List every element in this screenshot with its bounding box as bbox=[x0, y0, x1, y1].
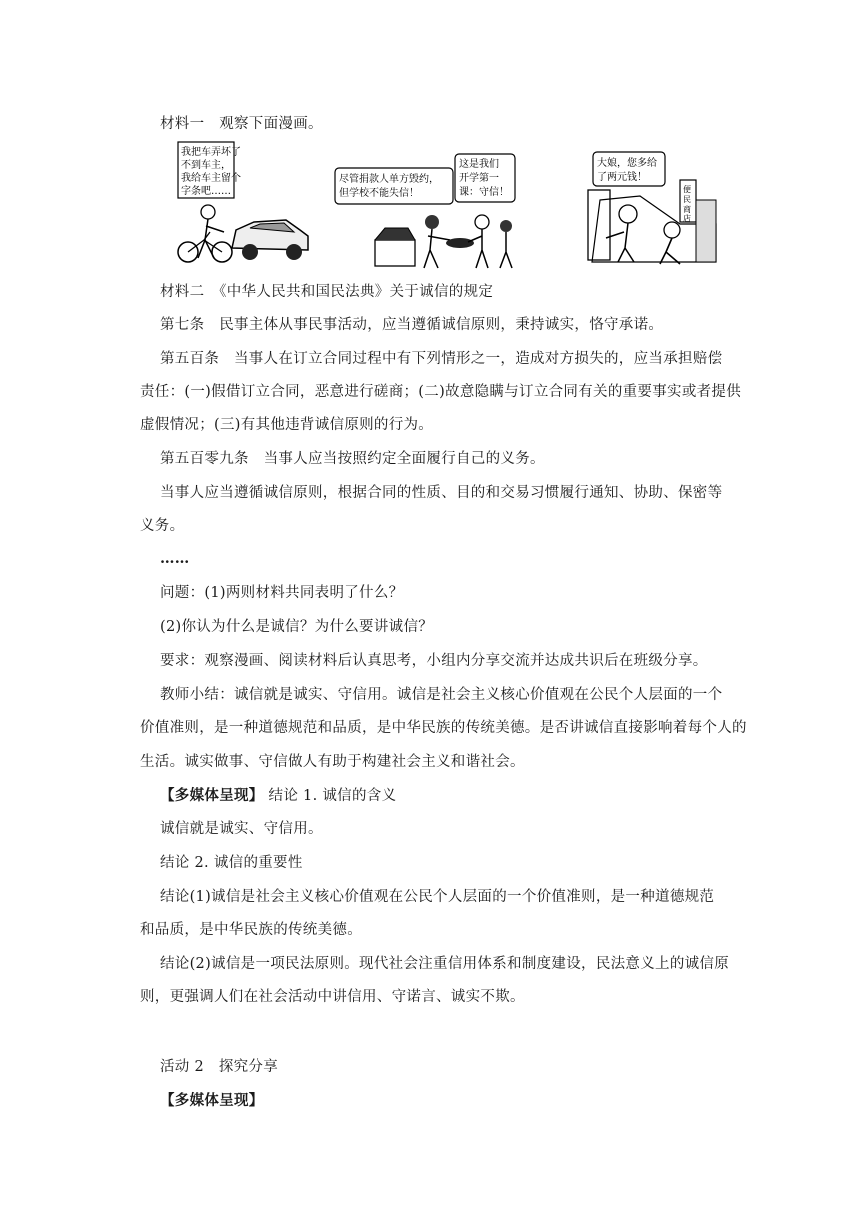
conclusion-1-title: 结论 1. 诚信的含义 bbox=[268, 788, 397, 804]
cartoon3-shop-sign-4: 店 bbox=[683, 214, 691, 223]
multimedia-label-2: 【多媒体呈现】 bbox=[160, 1092, 264, 1109]
cartoon3-shop-sign-2: 民 bbox=[683, 195, 691, 204]
summary-line-1: 教师小结：诚信就是诚实、守信用。诚信是社会主义核心价值观在公民个人层面的一个 bbox=[160, 687, 723, 703]
cartoon1-speech-line-1: 我把车弄坏了 bbox=[181, 147, 241, 158]
conclusion-1-body: 诚信就是诚实、守信用。 bbox=[160, 821, 323, 837]
article-509-line-1: 第五百零九条 当事人应当按照约定全面履行自己的义务。 bbox=[160, 451, 545, 467]
cartoon2-speech-b-line-2: 开学第一 bbox=[459, 173, 499, 184]
article-509-line-2: 当事人应当遵循诚信原则，根据合同的性质、目的和交易习惯履行通知、协助、保密等 bbox=[160, 485, 723, 501]
cartoon2-speech-b-line-1: 这是我们 bbox=[459, 159, 499, 170]
multimedia-label: 【多媒体呈现】 bbox=[160, 787, 264, 804]
article-7: 第七条 民事主体从事民事活动，应当遵循诚信原则，秉持诚实，恪守承诺。 bbox=[160, 317, 664, 333]
cartoon3-shop-sign-3: 商 bbox=[683, 205, 691, 214]
cartoon-shop-change bbox=[588, 152, 716, 264]
conclusion-2-2-line-1: 结论(2)诚信是一项民法原则。现代社会注重信用体系和制度建设，民法意义上的诚信原 bbox=[160, 956, 730, 972]
conclusion-2-1-line-2: 和品质，是中华民族的传统美德。 bbox=[140, 922, 362, 938]
cartoon1-speech-line-2: 不到车主， bbox=[181, 160, 231, 171]
summary-line-2: 价值准则，是一种道德规范和品质，是中华民族的传统美德。是否讲诚信直接影响着每个人的 bbox=[140, 720, 747, 736]
material1-title: 材料一 观察下面漫画。 bbox=[160, 116, 323, 132]
summary-line-3: 生活。诚实做事、守信做人有助于构建社会主义和谐社会。 bbox=[140, 754, 525, 770]
conclusion-2-1-line-1: 结论(1)诚信是社会主义核心价值观在公民个人层面的一个价值准则，是一种道德规范 bbox=[160, 889, 715, 905]
conclusion-2-2-line-2: 则，更强调人们在社会活动中讲信用、守诺言、诚实不欺。 bbox=[140, 989, 525, 1005]
article-500-line-2: 责任：(一)假借订立合同，恶意进行磋商；(二)故意隐瞒与订立合同有关的重要事实或者提供 bbox=[140, 384, 742, 400]
cartoon-strip bbox=[0, 140, 860, 270]
cartoon2-speech-a-line-1: 尽管捐款人单方毁约， bbox=[339, 174, 439, 185]
article-509-line-3: 义务。 bbox=[140, 518, 185, 534]
ellipsis: …… bbox=[160, 550, 190, 567]
cartoon1-speech-line-4: 字条吧…… bbox=[181, 186, 231, 197]
cartoon-school-promise bbox=[335, 154, 515, 268]
requirement: 要求：观察漫画、阅读材料后认真思考，小组内分享交流并达成共识后在班级分享。 bbox=[160, 653, 708, 669]
activity-2-title: 活动 2 探究分享 bbox=[160, 1059, 279, 1075]
article-500-line-1: 第五百条 当事人在订立合同过程中有下列情形之一，造成对方损失的，应当承担赔偿 bbox=[160, 351, 723, 367]
question-1: 问题：(1)两则材料共同表明了什么？ bbox=[160, 585, 404, 601]
cartoon-car-note bbox=[178, 142, 308, 262]
conclusion-1-row bbox=[160, 787, 396, 805]
cartoon2-speech-b-line-3: 课：守信！ bbox=[459, 187, 509, 198]
conclusion-2-title: 结论 2. 诚信的重要性 bbox=[160, 855, 303, 871]
material2-title: 材料二 《中华人民共和国民法典》关于诚信的规定 bbox=[160, 284, 494, 300]
question-2: (2)你认为什么是诚信？为什么要讲诚信？ bbox=[160, 619, 434, 635]
cartoon2-speech-a-line-2: 但学校不能失信！ bbox=[339, 188, 419, 199]
cartoon3-speech-line-2: 了两元钱！ bbox=[597, 172, 647, 183]
cartoon1-speech-line-3: 我给车主留个 bbox=[181, 173, 241, 184]
cartoon3-shop-sign-1: 便 bbox=[683, 185, 691, 194]
cartoon3-speech-line-1: 大娘，您多给 bbox=[597, 158, 657, 169]
article-500-line-3: 虚假情况；(三)有其他违背诚信原则的行为。 bbox=[140, 417, 434, 433]
